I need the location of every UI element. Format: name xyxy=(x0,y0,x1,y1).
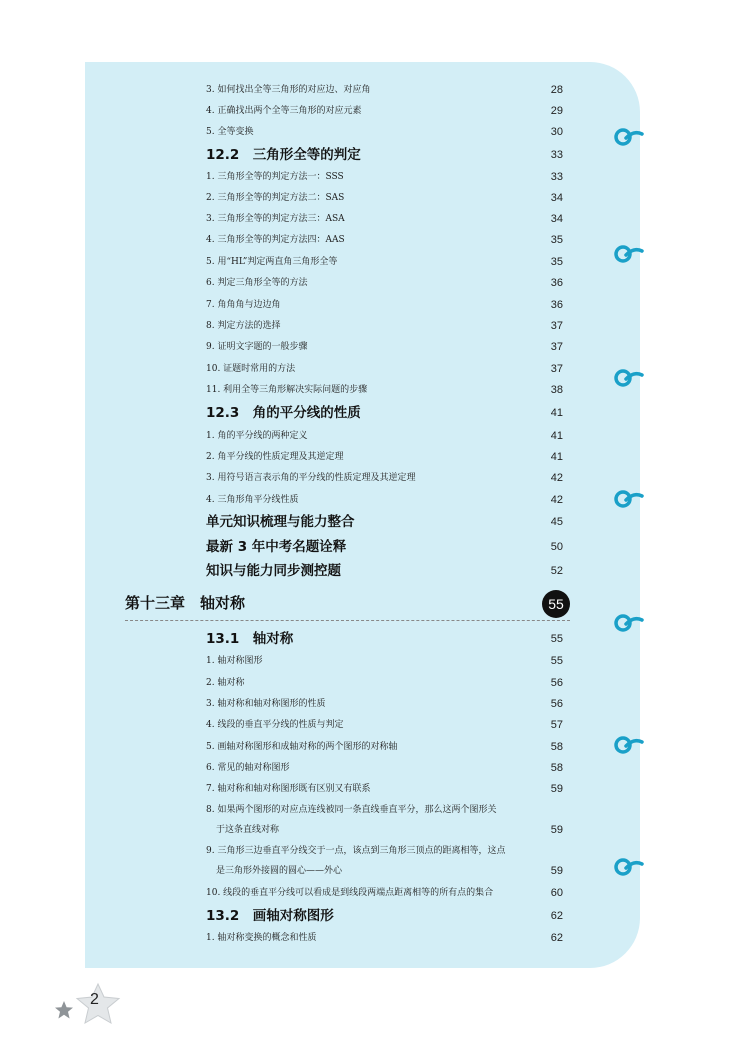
toc-entry[interactable] xyxy=(0,359,747,379)
toc-entry[interactable] xyxy=(0,447,747,467)
toc-section-title: 13.2 画轴对称图形 xyxy=(206,908,334,924)
toc-entry[interactable] xyxy=(0,273,747,293)
toc-entry-page: 59 xyxy=(550,783,563,795)
toc-entry-page: 58 xyxy=(550,741,563,753)
toc-section-title: 知识与能力同步测控题 xyxy=(206,563,341,579)
toc-entry-page: 29 xyxy=(550,105,563,117)
toc-entry-page: 59 xyxy=(550,824,563,836)
toc-entry-page: 35 xyxy=(550,256,563,268)
toc-entry-title: 是三角形外接圆的圆心——外心 xyxy=(216,866,343,876)
toc-entry-page: 52 xyxy=(550,565,563,577)
toc-entry-title: 4. 三角形全等的判定方法四：AAS xyxy=(206,235,345,245)
toc-entry-title: 8. 判定方法的选择 xyxy=(206,321,281,331)
toc-entry-title: 4. 三角形角平分线性质 xyxy=(206,495,299,505)
toc-section[interactable] xyxy=(0,145,747,165)
toc-entry-continuation[interactable] xyxy=(0,861,747,881)
toc-entry[interactable] xyxy=(0,694,747,714)
toc-entry[interactable] xyxy=(0,715,747,735)
toc-entry[interactable] xyxy=(0,651,747,671)
toc-entry-title: 6. 常见的轴对称图形 xyxy=(206,763,290,773)
toc-entry-page: 37 xyxy=(550,320,563,332)
toc-entry-title: 3. 如何找出全等三角形的对应边、对应角 xyxy=(206,85,371,95)
toc-entry-title: 11. 利用全等三角形解决实际问题的步骤 xyxy=(206,385,368,395)
toc-entry-title: 6. 判定三角形全等的方法 xyxy=(206,278,308,288)
toc-entry[interactable] xyxy=(0,167,747,187)
toc-entry-page: 57 xyxy=(550,719,563,731)
toc-entry-page: 62 xyxy=(550,932,563,944)
toc-entry-page: 60 xyxy=(550,887,563,899)
toc-entry-title: 1. 轴对称图形 xyxy=(206,656,263,666)
toc-entry[interactable] xyxy=(0,883,747,903)
toc-entry-title: 5. 画轴对称图形和成轴对称的两个图形的对称轴 xyxy=(206,742,398,752)
toc-entry[interactable] xyxy=(0,209,747,229)
toc-entry-page: 30 xyxy=(550,126,563,138)
toc-entry-continuation[interactable] xyxy=(0,820,747,840)
toc-section[interactable] xyxy=(0,561,747,581)
toc-entry-title: 1. 三角形全等的判定方法一：SSS xyxy=(206,172,344,182)
chapter-divider xyxy=(125,620,570,621)
toc-entry-page: 28 xyxy=(550,84,563,96)
toc-entry-page: 36 xyxy=(550,299,563,311)
toc-entry-title: 2. 三角形全等的判定方法二：SAS xyxy=(206,193,345,203)
toc-entry-title: 10. 证题时常用的方法 xyxy=(206,364,296,374)
toc-entry[interactable] xyxy=(0,468,747,488)
toc-entry[interactable] xyxy=(0,380,747,400)
toc-entry[interactable] xyxy=(0,188,747,208)
toc-entry-title: 2. 轴对称 xyxy=(206,678,245,688)
toc-entry[interactable] xyxy=(0,295,747,315)
toc-entry-page: 55 xyxy=(550,633,563,645)
toc-entry-title: 7. 角角角与边边角 xyxy=(206,300,281,310)
toc-entry[interactable] xyxy=(0,779,747,799)
star-icon xyxy=(54,1000,74,1020)
toc-section-title: 单元知识梳理与能力整合 xyxy=(206,514,355,530)
toc-entry[interactable] xyxy=(0,316,747,336)
toc-entry[interactable] xyxy=(0,490,747,510)
toc-entry-page: 62 xyxy=(550,910,563,922)
toc-entry-page: 33 xyxy=(550,171,563,183)
toc-entry-page: 34 xyxy=(550,213,563,225)
toc-entry[interactable] xyxy=(0,122,747,142)
toc-entry-page: 36 xyxy=(550,277,563,289)
toc-entry-page: 42 xyxy=(550,494,563,506)
toc-entry-title: 3. 三角形全等的判定方法三：ASA xyxy=(206,214,345,224)
toc-entry-page: 38 xyxy=(550,384,563,396)
toc-entry-title: 9. 证明文字题的一般步骤 xyxy=(206,342,308,352)
toc-entry-page: 37 xyxy=(550,363,563,375)
toc-section[interactable] xyxy=(0,403,747,423)
toc-entry[interactable] xyxy=(0,80,747,100)
toc-entry[interactable] xyxy=(0,337,747,357)
toc-entry-title: 3. 轴对称和轴对称图形的性质 xyxy=(206,699,326,709)
toc-entry-title: 3. 用符号语言表示角的平分线的性质定理及其逆定理 xyxy=(206,473,416,483)
toc-entry[interactable] xyxy=(0,928,747,948)
toc-entry-page: 55 xyxy=(550,655,563,667)
toc-entry-title: 4. 线段的垂直平分线的性质与判定 xyxy=(206,720,344,730)
toc-entry[interactable] xyxy=(0,252,747,272)
toc-entry-page: 34 xyxy=(550,192,563,204)
chapter-page-badge: 55 xyxy=(542,590,570,618)
toc-entry-page: 56 xyxy=(550,698,563,710)
toc-entry-title: 1. 轴对称变换的概念和性质 xyxy=(206,933,317,943)
chapter-title: 第十三章 轴对称 xyxy=(125,594,246,612)
toc-section-title: 13.1 轴对称 xyxy=(206,631,294,647)
toc-entry-page: 37 xyxy=(550,341,563,353)
toc-entry[interactable] xyxy=(0,426,747,446)
toc-entry-page: 35 xyxy=(550,234,563,246)
toc-entry-title: 5. 全等变换 xyxy=(206,127,254,137)
toc-entry-title: 10. 线段的垂直平分线可以看成是到线段两端点距离相等的所有点的集合 xyxy=(206,888,494,898)
toc-entry[interactable] xyxy=(0,230,747,250)
toc-entry-page: 33 xyxy=(550,149,563,161)
toc-entry-title: 2. 角平分线的性质定理及其逆定理 xyxy=(206,452,344,462)
toc-entry-title: 7. 轴对称和轴对称图形既有区别又有联系 xyxy=(206,784,371,794)
toc-entry[interactable] xyxy=(0,800,747,820)
toc-section[interactable] xyxy=(0,629,747,649)
toc-entry-title: 4. 正确找出两个全等三角形的对应元素 xyxy=(206,106,362,116)
toc-section[interactable] xyxy=(0,906,747,926)
toc-entry-title: 5. 用“HL”判定两直角三角形全等 xyxy=(206,257,338,267)
toc-entry-title: 9. 三角形三边垂直平分线交于一点，该点到三角形三顶点的距离相等，这点 xyxy=(206,846,506,856)
toc-entry-page: 41 xyxy=(550,407,563,419)
toc-entry-page: 56 xyxy=(550,677,563,689)
toc-section-title: 最新 3 年中考名题诠释 xyxy=(206,539,347,555)
toc-entry-title: 1. 角的平分线的两种定义 xyxy=(206,431,308,441)
toc-entry-page: 41 xyxy=(550,430,563,442)
toc-entry[interactable] xyxy=(0,673,747,693)
toc-section-title: 12.3 角的平分线的性质 xyxy=(206,405,361,421)
page-number: 2 xyxy=(90,991,99,1008)
toc-entry-title: 8. 如果两个图形的对应点连线被同一条直线垂直平分，那么这两个图形关 xyxy=(206,805,497,815)
toc-entry[interactable] xyxy=(0,758,747,778)
chapter-heading[interactable] xyxy=(125,590,570,618)
toc-entry-page: 41 xyxy=(550,451,563,463)
toc-entry-page: 42 xyxy=(550,472,563,484)
toc-section-title: 12.2 三角形全等的判定 xyxy=(206,147,361,163)
toc-entry[interactable] xyxy=(0,841,747,861)
toc-entry[interactable] xyxy=(0,101,747,121)
toc-section[interactable] xyxy=(0,512,747,532)
toc-section[interactable] xyxy=(0,537,747,557)
toc-entry-page: 58 xyxy=(550,762,563,774)
toc-entry-page: 45 xyxy=(550,516,563,528)
toc-entry-page: 50 xyxy=(550,541,563,553)
toc-entry-page: 59 xyxy=(550,865,563,877)
toc-entry-title: 于这条直线对称 xyxy=(216,825,280,835)
toc-entry[interactable] xyxy=(0,737,747,757)
